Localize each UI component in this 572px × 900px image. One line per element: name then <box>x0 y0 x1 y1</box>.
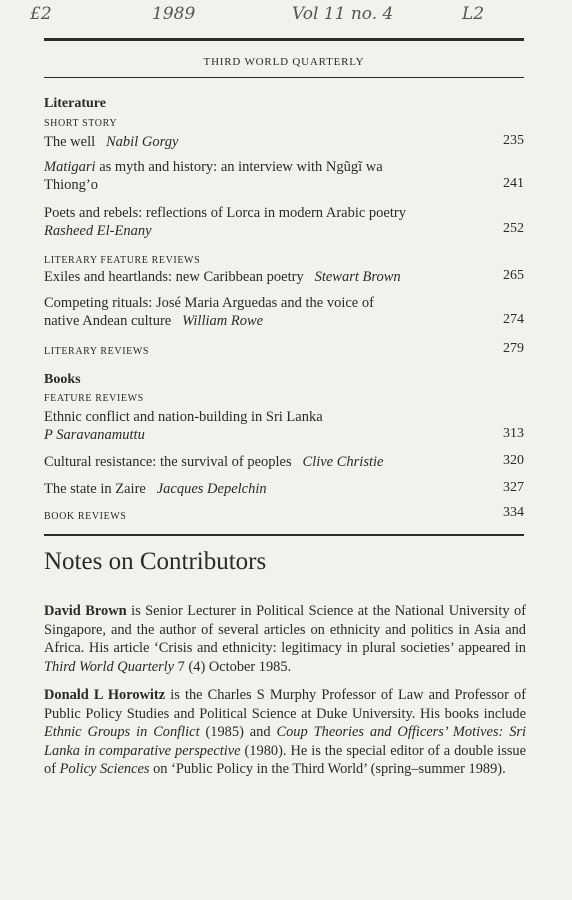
page-number: 279 <box>503 341 524 356</box>
toc-entry <box>44 158 484 194</box>
running-head-rule <box>44 77 524 78</box>
page-number: 320 <box>503 453 524 468</box>
handwritten-annotations <box>30 4 510 34</box>
entry-author: Nabil Gorgy <box>106 134 179 150</box>
entry-author: Jacques Depelchin <box>156 481 267 497</box>
contributor-text: 7 (4) October 1985. <box>174 658 292 675</box>
contributor-note <box>44 602 526 676</box>
entry-title-italic: Matigari <box>44 159 96 175</box>
entry-author: Stewart Brown <box>314 269 401 285</box>
entry-title: Competing rituals: José Maria Arguedas and the voice of <box>44 295 374 311</box>
contributor-note <box>44 686 526 779</box>
entry-title: Cultural resistance: the survival of peoples <box>44 454 292 470</box>
contributor-text: (1980). He is the special editor of a double issue of <box>44 742 527 778</box>
section-heading-literature: Literature <box>44 96 106 111</box>
label-feature-reviews: FEATURE REVIEWS <box>44 393 144 404</box>
toc-entry <box>44 133 484 151</box>
entry-author: William Rowe <box>182 313 264 329</box>
entry-author: Rasheed El-Enany <box>44 223 152 239</box>
contributor-text: is the Charles S Murphy Professor of Law and Professor of Public Policy Studies and Political Science at Duke University. His books include <box>44 687 527 722</box>
page-number: 241 <box>503 176 524 191</box>
entry-author: P Saravanamuttu <box>44 427 145 443</box>
toc-entry <box>44 204 504 240</box>
entry-title: The well <box>44 134 96 150</box>
entry-title: Ethnic conflict and nation-building in Sri Lanka <box>44 409 323 425</box>
notes-heading: Notes on Contributors <box>44 548 267 575</box>
contributor-name: David Brown <box>44 603 127 619</box>
handwritten-code: L2 <box>462 4 485 24</box>
handwritten-year: 1989 <box>152 4 196 24</box>
page-number: 334 <box>503 505 524 520</box>
entry-title: The state in Zaire <box>44 481 146 497</box>
handwritten-price: £2 <box>30 4 52 24</box>
page-number: 274 <box>503 312 524 327</box>
entry-author: Clive Christie <box>302 454 384 470</box>
toc-entry <box>44 294 484 330</box>
journal-title: Policy Sciences <box>59 761 150 778</box>
page-number: 327 <box>503 480 524 495</box>
book-title: Coup Theories and Officers’ Motives: Sri Lanka in comparative perspective <box>44 724 526 759</box>
label-short-story: SHORT STORY <box>44 118 118 129</box>
entry-title-line2: native Andean culture <box>44 313 172 329</box>
toc-entry <box>44 408 484 444</box>
book-title: Ethnic Groups in Conflict <box>44 724 200 741</box>
toc-entry <box>44 453 484 471</box>
page-number: 235 <box>503 133 524 148</box>
label-book-reviews: BOOK REVIEWS <box>44 511 127 522</box>
journal-title: Third World Quarterly <box>44 658 175 675</box>
handwritten-volume: Vol 11 no. 4 <box>292 4 394 24</box>
running-head: THIRD WORLD QUARTERLY <box>203 56 365 68</box>
contributor-text: on ‘Public Policy in the Third World’ (spring–summer 1989). <box>149 761 506 778</box>
entry-title-line2: Thiong’o <box>44 177 98 193</box>
entry-title: Poets and rebels: reflections of Lorca in modern Arabic poetry <box>44 205 406 221</box>
contributor-name: Donald L Horowitz <box>44 687 166 703</box>
section-rule <box>44 534 524 536</box>
contributor-text: (1985) and <box>199 724 277 741</box>
page-number: 313 <box>503 426 524 441</box>
entry-title: as myth and history: an interview with Ngũgĩ wa <box>95 159 383 175</box>
label-literary-reviews: LITERARY REVIEWS <box>44 346 150 357</box>
contributor-text: is Senior Lecturer in Political Science at the National University of Singapore, and the author of several articles on ethnicity and politics in Asia and Africa. His article ‘Crisis and ethnicity: legitimacy in plural societies’ appeared in <box>44 603 526 657</box>
page-number: 252 <box>503 221 524 236</box>
label-literary-feature-reviews: LITERARY FEATURE REVIEWS <box>44 255 201 266</box>
toc-entry <box>44 268 484 286</box>
top-rule <box>44 38 524 41</box>
toc-entry <box>44 480 484 498</box>
section-heading-books: Books <box>44 372 81 387</box>
entry-title: Exiles and heartlands: new Caribbean poetry <box>44 269 304 285</box>
page-number: 265 <box>503 268 524 283</box>
